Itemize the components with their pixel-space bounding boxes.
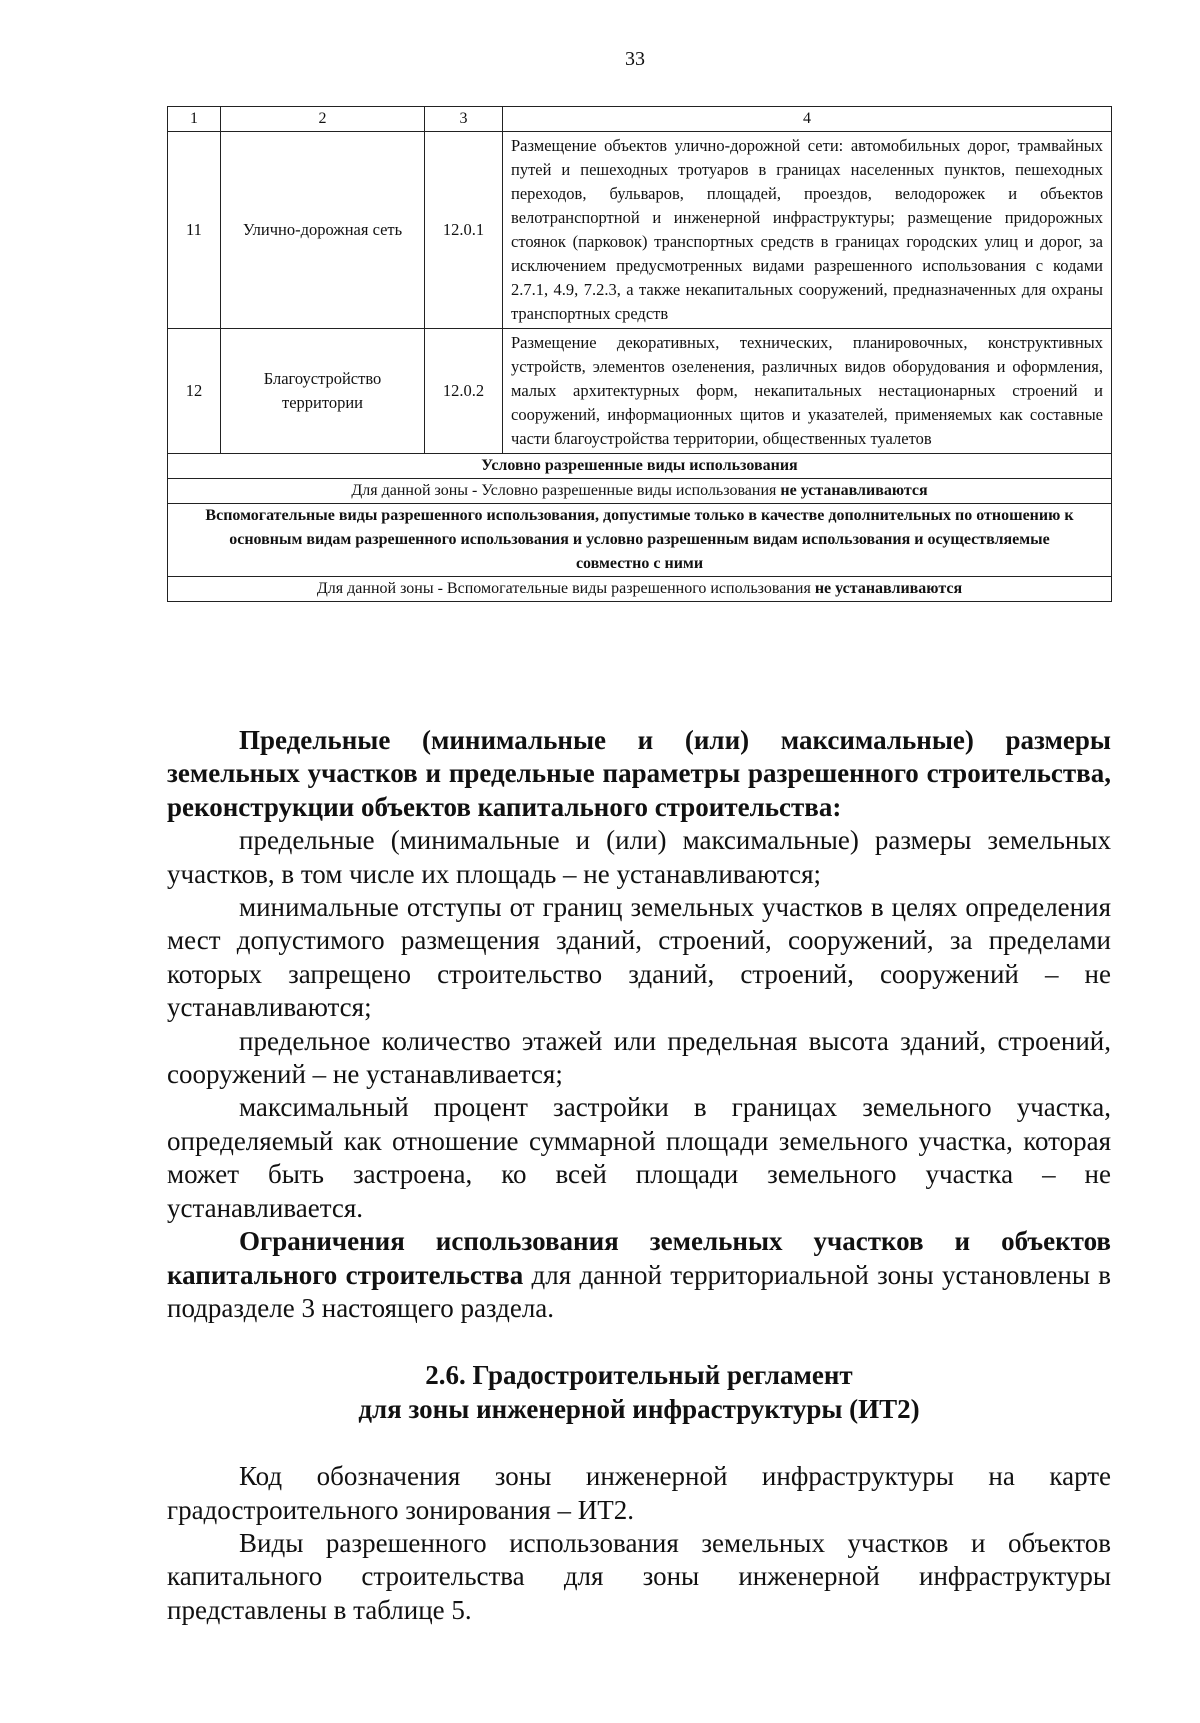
row-number: 12 [168,329,221,454]
conditional-heading: Условно разрешенные виды использования [168,454,1112,479]
limits-heading: Предельные (минимальные и (или) максимальные) размеры земельных участков и предельные параметры разрешенного строительства, реконструкции объектов капитального строительства: [167,725,1111,822]
body-text [167,724,1111,1627]
header-cell: 3 [425,107,503,132]
page-number: 33 [625,48,645,70]
header-cell: 1 [168,107,221,132]
use-type-name: Улично-дорожная сеть [221,132,425,329]
use-type-description: Размещение объектов улично-дорожной сети: автомобильных дорог, трамвайных путей и пешеходных тротуаров в границах населенных пунктов, пешеходных переходов, бульваров, площадей, проездов, велодорожек и объектов велотранспортной и инженерной инфраструктуры; размещение придорожных стоянок (парковок) транспортных средств в границах городских улиц и дорог, за исключением предусмотренных видами разрешенного использования с кодами 2.7.1, 4.9, 7.2.3, а также некапитальных сооружений, предназначенных для охраны транспортных средств [503,132,1112,329]
auxiliary-heading: Вспомогательные виды разрешенного использования, допустимые только в качестве дополнительных по отношению к основным видам разрешенного использования и условно разрешенным видам использования и осуществляемые совместно с ними [168,504,1112,577]
use-type-description: Размещение декоративных, технических, планировочных, конструктивных устройств, элементов озеленения, различных видов оборудования и оформления, малых архитектурных форм, некапитальных нестационарных строений и сооружений, информационных щитов и указателей, применяемых как составные части благоустройства территории, общественных туалетов [503,329,1112,454]
restrictions-emphasis: Ограничения использования земельных участков и объектов капитального строительства [167,1226,1111,1290]
table-header-row [168,107,1112,132]
section-title-line-2: для зоны инженерной инфраструктуры (ИТ2) [358,1393,920,1424]
header-cell: 4 [503,107,1112,132]
section-title-line-1: 2.6. Градостроительный регламент [425,1360,853,1391]
restrictions-text: для данной территориальной зоны установлены в подразделе 3 настоящего раздела. [167,1259,1111,1323]
auxiliary-note-text: Для данной зоны - Вспомогательные виды разрешенного использования [316,580,815,597]
auxiliary-heading-row [168,504,1112,577]
auxiliary-note [168,577,1112,602]
table-row [168,329,1112,454]
paragraph-restrictions [167,1225,1111,1325]
paragraph-use-types: Виды разрешенного использования земельных участков и объектов капитального строительства для зоны инженерной инфраструктуры представлены в таблице 5. [167,1527,1111,1625]
conditional-note-text: Для данной зоны - Условно разрешенные виды использования [351,482,781,499]
auxiliary-note-row [168,577,1112,602]
paragraph-coverage: максимальный процент застройки в границах земельного участка, определяемый как отношение суммарной площади земельного участка, которая может быть застроена, ко всей площади земельного участка – не устанавливается. [167,1092,1111,1223]
use-type-name: Благоустройство территории [221,329,425,454]
paragraph-floors: предельное количество этажей или предельная высота зданий, строений, сооружений – не устанавливается; [167,1025,1111,1090]
conditional-note-emphasis: не устанавливаются [780,482,928,499]
use-type-code: 12.0.2 [425,329,503,454]
paragraph-setbacks: минимальные отступы от границ земельных участков в целях определения мест допустимого размещения зданий, строений, сооружений, за пределами которых запрещено строительство зданий, строений, сооружений – не устанавливаются; [167,892,1111,1023]
land-use-table [167,106,1112,602]
paragraph-plot-sizes: предельные (минимальные и (или) максимальные) размеры земельных участков, в том числе их площадь – не устанавливаются; [167,825,1111,889]
conditional-note-row [168,479,1112,504]
header-cell: 2 [221,107,425,132]
conditional-heading-row [168,454,1112,479]
table-row [168,132,1112,329]
auxiliary-note-emphasis: не устанавливаются [814,580,963,597]
conditional-note [168,479,1112,504]
paragraph-zone-code: Код обозначения зоны инженерной инфраструктуры на карте градостроительного зонирования – ИТ2. [167,1461,1111,1525]
use-type-code: 12.0.1 [425,132,503,329]
row-number: 11 [168,132,221,329]
